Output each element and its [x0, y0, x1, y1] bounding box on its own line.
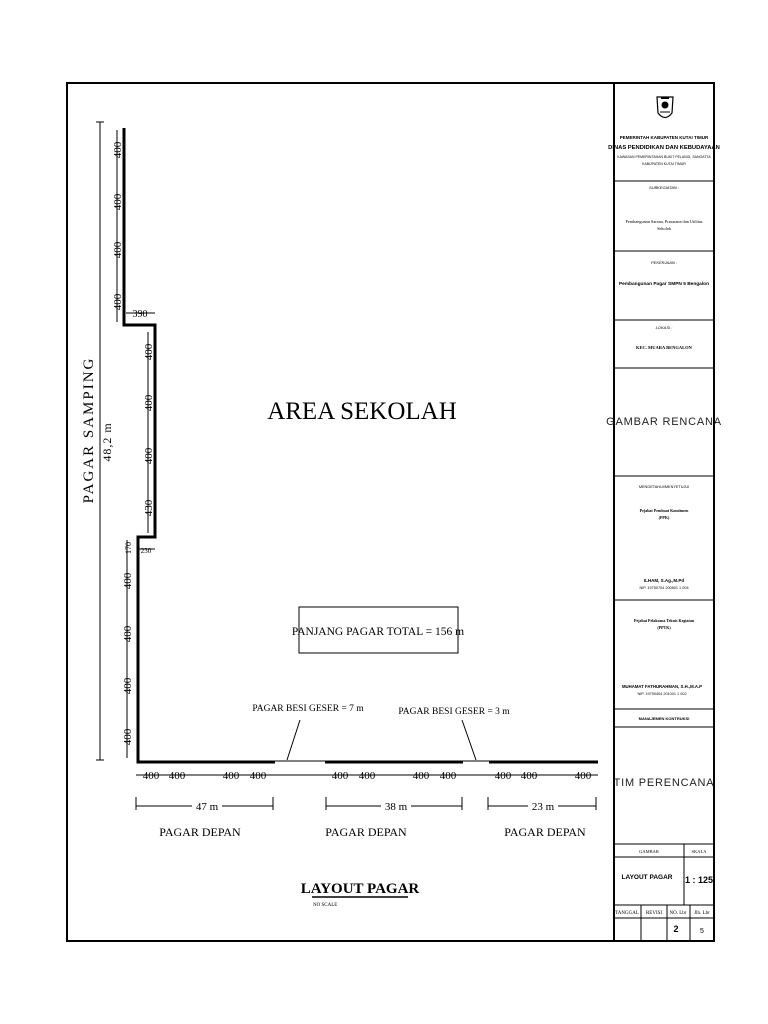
- front-label-3: PAGAR DEPAN: [504, 825, 586, 839]
- side-dims-lower: [122, 542, 134, 745]
- front-label-1: PAGAR DEPAN: [159, 825, 241, 839]
- fence-outline: [124, 128, 598, 762]
- front-tick-label: 400: [494, 770, 512, 782]
- skala-value: 1 : 125: [684, 875, 714, 885]
- no-lbr-value: 2: [673, 924, 679, 934]
- side-dim-label: 400: [143, 343, 155, 361]
- gate-1-label: PAGAR BESI GESER = 7 m: [252, 704, 364, 714]
- jml-lbr-value: 5: [700, 928, 704, 935]
- address-line-2: KABUPATEN KUTAI TIMUR: [642, 162, 686, 166]
- total-length-text: PANJANG PAGAR TOTAL = 156 m: [291, 626, 465, 638]
- front-tick-label: 400: [168, 770, 186, 782]
- side-fence-label: PAGAR SAMPING: [81, 356, 97, 504]
- subkegiatan-value-2: Sekolah: [657, 226, 671, 231]
- ppk-nip: NIP. 19750704 200801 1 004: [639, 586, 689, 590]
- kutai-timur-emblem: [657, 97, 673, 118]
- col-no-lbr: NO. Lbr: [669, 911, 687, 916]
- ppk-name: ILHAM, S.Ag.,M.Pd: [643, 578, 685, 583]
- front-tick-label: 400: [222, 770, 240, 782]
- address-line-1: KAWASAN PEMERINTAHAN BUKIT PELANGI, SANGATTA: [617, 155, 711, 159]
- side-dim-label: 400: [122, 625, 134, 643]
- side-dim-label: 400: [112, 193, 124, 211]
- gambar-value: LAYOUT PAGAR: [621, 874, 673, 881]
- gate-2-leader: [462, 720, 476, 760]
- mk-label: MANAJEMEN KONTRUKSI: [638, 716, 690, 721]
- side-dim-label: 400: [112, 141, 124, 159]
- front-tick-label: 400: [574, 770, 592, 782]
- side-dims-upper: [112, 141, 124, 310]
- gambar-header: GAMBAR: [639, 849, 659, 854]
- planner: TIM PERENCANA: [613, 777, 715, 789]
- subkegiatan-label: SUBKEGIATAN :: [648, 185, 680, 190]
- front-length-2: 38 m: [384, 801, 408, 813]
- subkegiatan-value-1: Pembangunan Sarana, Prasarana dan Utilitas: [625, 219, 703, 224]
- side-dim-label: 170: [124, 542, 133, 554]
- side-dim-label: 400: [122, 728, 134, 746]
- col-jml-lbr: Jlh. Lbr: [694, 911, 710, 916]
- pptk-name: MUHAMAT FATHURAHMAN, S.H.,M.A.P: [621, 684, 703, 689]
- gate-2-label: PAGAR BESI GESER = 3 m: [398, 707, 510, 717]
- skala-header: SKALA: [691, 849, 707, 854]
- col-tanggal: TANGGAL: [615, 911, 639, 916]
- side-dim-label: 400: [122, 677, 134, 695]
- side-dim-label: 400: [143, 447, 155, 465]
- lokasi-label: LOKASI :: [655, 325, 673, 330]
- drawing-type: GAMBAR RENCANA: [606, 416, 722, 428]
- side-dim-label: 430: [143, 499, 155, 517]
- gate-1-leader: [287, 720, 300, 760]
- title-block-lines: [614, 181, 714, 941]
- pptk-nip: NIP. 19790404 201001 1 002: [637, 692, 687, 696]
- front-tick-label: 400: [331, 770, 349, 782]
- approval-label: MENGETAHUI/MENYETUJUI: [638, 485, 690, 489]
- side-dim-label: 400: [112, 241, 124, 259]
- pptk-title: Pejabat Pelaksana Teknis Kegiatan: [633, 618, 695, 623]
- title-block-text: [606, 135, 722, 935]
- front-length-1: 47 m: [195, 801, 219, 813]
- front-tick-label: 400: [358, 770, 376, 782]
- area-label: AREA SEKOLAH: [267, 398, 457, 425]
- front-tick-label: 400: [520, 770, 538, 782]
- side-dim-label: 400: [112, 293, 124, 311]
- front-length-3: 23 m: [531, 801, 555, 813]
- front-tick-label: 400: [142, 770, 160, 782]
- side-dim-label: 400: [122, 572, 134, 590]
- offset-label-230: 230: [140, 547, 152, 555]
- side-dim-label: 400: [143, 394, 155, 412]
- ppk-title: Pejabat Pembuat Komitmen: [639, 508, 689, 513]
- dept-name: DINAS PENDIDIKAN DAN KEBUDAYAAN: [608, 145, 720, 151]
- pptk-sub: (PPTK): [657, 625, 671, 630]
- lokasi-value: KEC. MUARA BENGALON: [636, 345, 692, 350]
- col-revisi: REVISI: [645, 911, 663, 916]
- pekerjaan-value: Pembangunan Pagar SMPN 5 Bengalon: [618, 282, 710, 287]
- side-dims-middle: [143, 343, 155, 516]
- front-tick-label: 400: [439, 770, 457, 782]
- front-tick-label: 400: [249, 770, 267, 782]
- front-label-2: PAGAR DEPAN: [325, 825, 407, 839]
- no-scale-note: NO SCALE: [313, 903, 338, 908]
- offset-label-390: 390: [132, 309, 148, 320]
- layout-title: LAYOUT PAGAR: [300, 881, 420, 897]
- ppk-sub: (PPK): [658, 515, 670, 520]
- side-fence-length: 48,2 m: [100, 422, 114, 462]
- front-tick-label: 400: [412, 770, 430, 782]
- front-ticks: [143, 770, 592, 782]
- gov-name: PEMERINTAH KABUPATEN KUTAI TIMUR: [619, 135, 709, 140]
- pekerjaan-label: PEKERJAAN :: [650, 260, 678, 265]
